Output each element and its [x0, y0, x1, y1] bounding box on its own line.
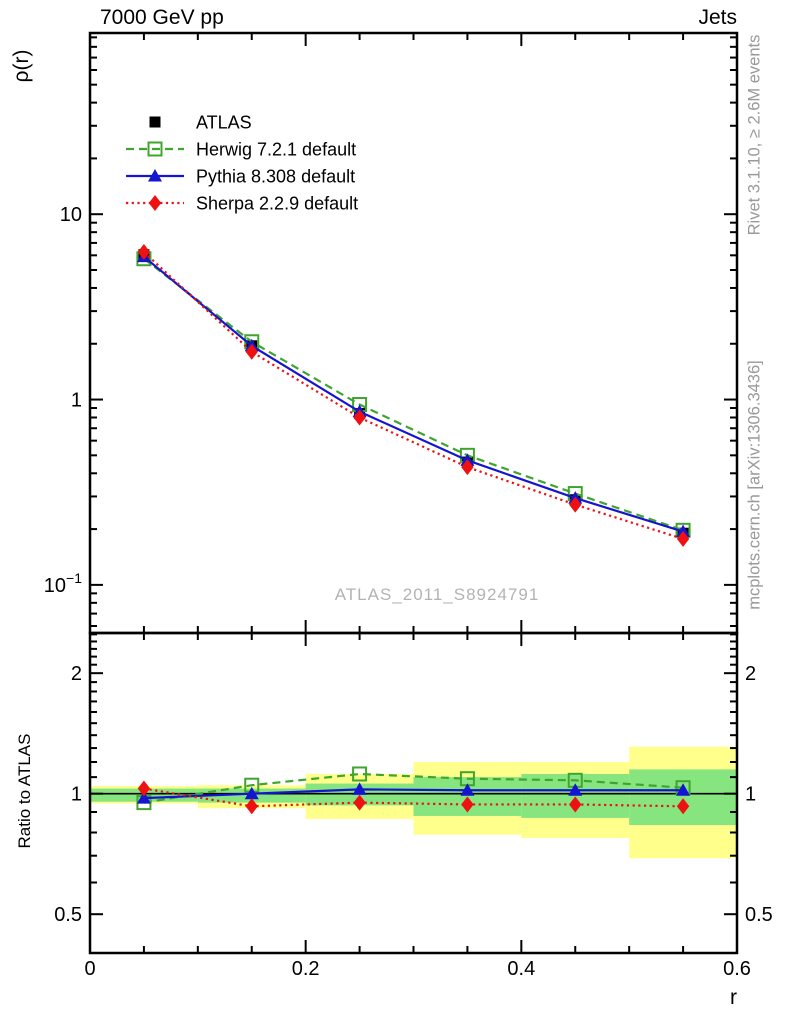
main-y-axis-label: ρ(r) — [10, 49, 33, 83]
ratio-y-tick-label: 1 — [70, 783, 82, 806]
ratio-y-tick-label-right: 2 — [745, 663, 757, 686]
main-line-sherpa — [144, 252, 683, 539]
legend-item-herwig — [126, 140, 356, 160]
main-panel-axes — [90, 33, 737, 633]
main-line-pythia — [144, 257, 683, 532]
main-line-herwig — [144, 259, 683, 531]
main-y-tick-label: 10 — [59, 204, 82, 227]
main-series-atlas — [138, 249, 688, 539]
ratio-y-tick-label: 0.5 — [54, 904, 82, 927]
data-marker-square — [150, 117, 161, 128]
legend — [126, 113, 358, 214]
ratio-y-tick-label-right: 0.5 — [745, 904, 773, 927]
legend-label-herwig: Herwig 7.2.1 default — [196, 139, 357, 160]
x-tick-label: 0 — [84, 958, 96, 980]
main-series-herwig — [137, 252, 689, 537]
mcplots-reference-text: mcplots.cern.ch [arXiv:1306.3436] — [745, 360, 764, 610]
main-series-sherpa — [138, 244, 690, 547]
x-axis-label: r — [730, 986, 737, 1009]
green-band-bin — [629, 769, 737, 825]
legend-item-sherpa — [126, 194, 358, 214]
title-beam: 7000 GeV pp — [100, 6, 224, 29]
legend-label-pythia: Pythia 8.308 default — [196, 166, 356, 187]
main-series-pythia — [137, 250, 690, 537]
x-tick-label: 0.4 — [507, 958, 536, 980]
data-marker-diamond — [149, 195, 161, 211]
legend-item-pythia — [126, 167, 355, 187]
ratio-y-tick-label: 2 — [70, 663, 82, 686]
ratio-y-axis-label: Ratio to ATLAS — [15, 733, 34, 849]
x-tick-label: 0.2 — [291, 958, 320, 980]
legend-item-atlas — [150, 113, 252, 133]
x-tick-label: 0.6 — [723, 958, 751, 980]
analysis-watermark: ATLAS_2011_S8924791 — [334, 585, 540, 604]
rivet-version-text: Rivet 3.1.10, ≥ 2.6M events — [745, 34, 764, 236]
ratio-uncertainty-bands — [90, 747, 737, 858]
main-y-tick-label: 1 — [70, 389, 82, 412]
main-y-tick-label: $10^{-1}$ — [43, 569, 82, 597]
panel-frame — [90, 33, 737, 633]
legend-label-atlas: ATLAS — [196, 112, 252, 133]
legend-label-sherpa: Sherpa 2.2.9 default — [196, 193, 359, 214]
title-process: Jets — [698, 6, 737, 29]
ratio-y-tick-label-right: 1 — [745, 783, 757, 806]
